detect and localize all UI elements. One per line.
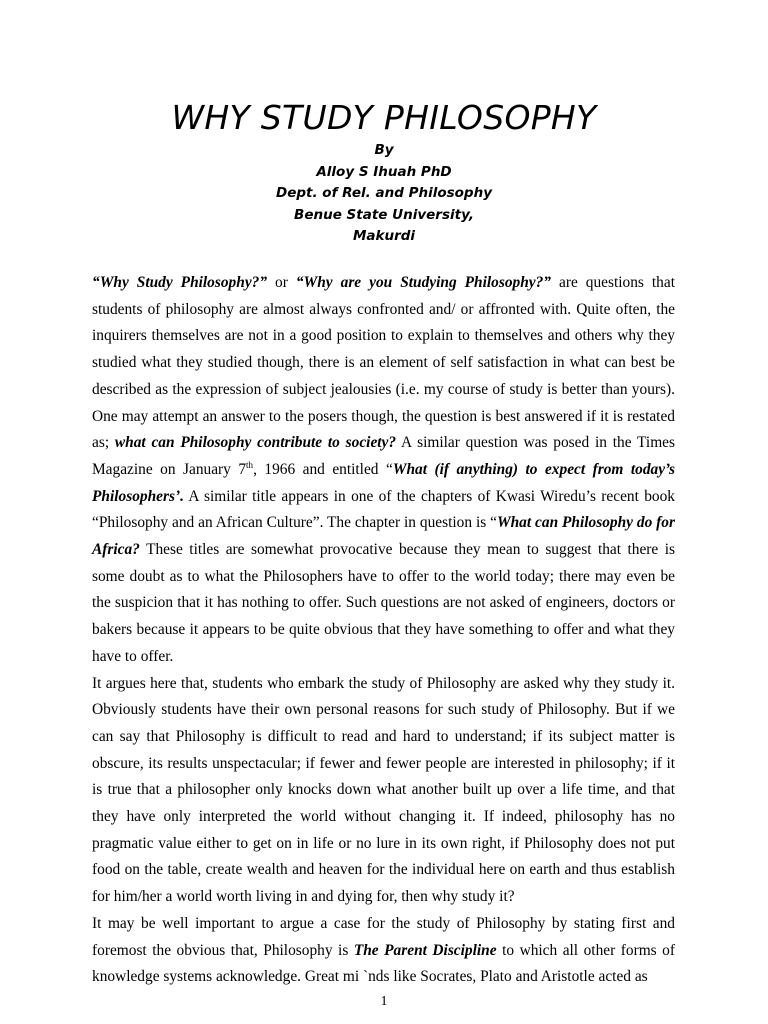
paragraph-1 <box>92 270 675 671</box>
quoted-question-2: “Why are you Studying Philosophy?” <box>295 274 552 291</box>
chapter-title: What can Philosophy do for Africa? <box>92 514 675 559</box>
paragraph-text: or <box>267 274 296 291</box>
document-header <box>0 96 768 248</box>
author-location: Makurdi <box>352 228 416 244</box>
byline-by: By <box>374 142 394 158</box>
document-title: WHY STUDY PHILOSOPHY <box>171 98 597 137</box>
author-department: Dept. of Rel. and Philosophy <box>276 185 492 201</box>
paragraph-text: These titles are somewhat provocative because they mean to suggest that there is some doubt as to what the Philosophers have to offer to the world today; there may even be the suspicion that it has nothing to offer. Such questions are not asked of engineers, doctors or bakers because it appears to be quite obvious that they have something to offer and what they have to offer. <box>92 541 675 665</box>
paragraph-text: are questions that students of philosophy are almost always confronted and/ or affronted with. Quite often, the inquirers themselves are not in a good position to explain to themselves and others why they studied what they studied though, there is an element of self satisfaction in what can best be described as the expression of subject jealousies (i.e. my course of study is better than yours). One may attempt an answer to the posers though, the question is best answered if it is restated as; <box>92 274 675 452</box>
paragraph-text: A similar question was posed in the Times Magazine on January 7 <box>92 434 675 478</box>
paragraph-text: It may be well important to argue a case for the study of Philosophy by stating first and foremost the obvious that, Philosophy is <box>92 914 675 959</box>
paragraph-text: to which all other forms of knowledge systems acknowledge. Great mi `nds like Socrates, Plato and Aristotle acted as <box>92 941 675 986</box>
paragraph-3 <box>92 911 675 991</box>
quoted-question-1: “Why Study Philosophy?” <box>92 274 268 291</box>
parent-discipline-phrase: The Parent Discipline <box>353 941 497 959</box>
document-body <box>92 270 675 991</box>
paragraph-text: A similar title appears in one of the chapters of Kwasi Wiredu’s recent book “Philosophy and an African Culture”. The chapter in question is “ <box>92 487 675 532</box>
paragraph-text: , 1966 and entitled “ <box>253 460 393 478</box>
page-number: 1 <box>380 994 388 1009</box>
restated-question: what can Philosophy contribute to society? <box>114 434 397 452</box>
paragraph-2: It argues here that, students who embark the study of Philosophy are asked why they study it. Obviously students have their own personal reasons for such study of Philosophy. But if we can say that Philosophy is difficult to read and hard to understand; if its subject matter is obscure, its results unspectacular; if fewer and fewer people are interested in philosophy; if it is true that a philosopher only knocks down what another built up over a life time, and that they have only interpreted the world without changing it. If indeed, philosophy has no pragmatic value either to get on in life or no lure in its own right, if Philosophy does not put food on the table, create wealth and heaven for the individual here on earth and thus establish for him/her a world worth living in and dying for, then why study it? <box>92 674 675 906</box>
date-superscript: th <box>246 459 254 470</box>
author-university: Benue State University, <box>294 206 474 223</box>
article-title: What (if anything) to expect from today’s Philosophers’. <box>92 460 676 505</box>
author-name: Alloy S Ihuah PhD <box>316 163 452 180</box>
